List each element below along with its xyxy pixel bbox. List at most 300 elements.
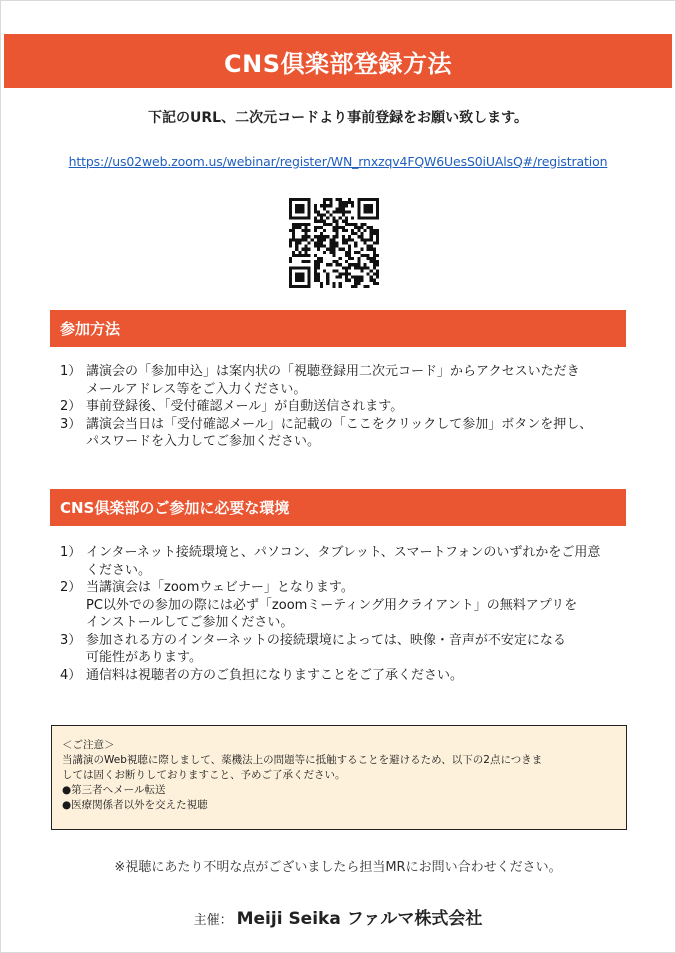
qr-module: [373, 279, 376, 282]
qr-module: [348, 235, 351, 238]
qr-module: [295, 241, 298, 244]
qr-module: [348, 257, 351, 260]
qr-module: [370, 217, 373, 220]
qr-module: [332, 217, 335, 220]
qr-module: [308, 214, 311, 217]
notice-line: 当講演のWeb視聴に際しまして、薬機法上の問題等に抵触することを避けるため、以下の2点につきま: [62, 754, 543, 766]
qr-module: [326, 210, 329, 213]
qr-module: [295, 207, 298, 210]
qr-module: [376, 241, 379, 244]
qr-module: [305, 248, 308, 251]
qr-module: [370, 229, 373, 232]
qr-module: [323, 229, 326, 232]
qr-module: [339, 248, 342, 251]
qr-module: [370, 238, 373, 241]
item-number: 1）: [60, 545, 82, 560]
qr-module: [360, 226, 363, 229]
qr-module: [357, 263, 360, 266]
qr-module: [308, 269, 311, 272]
qr-module: [363, 217, 366, 220]
qr-module: [354, 245, 357, 248]
sponsor-label: 主催：: [193, 913, 233, 928]
qr-module: [357, 282, 360, 285]
qr-module: [345, 279, 348, 282]
qr-module: [348, 263, 351, 266]
qr-module: [326, 282, 329, 285]
list-item: [60, 363, 630, 398]
qr-module: [370, 235, 373, 238]
qr-module: [354, 226, 357, 229]
qr-module: [348, 198, 351, 201]
qr-module: [332, 251, 335, 254]
qr-module: [345, 251, 348, 254]
qr-module: [373, 266, 376, 269]
qr-module: [351, 238, 354, 241]
list-item: [60, 398, 630, 416]
qr-module: [320, 285, 323, 288]
qr-module: [376, 217, 379, 220]
qr-module: [308, 201, 311, 204]
qr-module: [332, 260, 335, 263]
qr-module: [289, 272, 292, 275]
qr-module: [332, 248, 335, 251]
qr-module: [289, 241, 292, 244]
qr-module: [317, 210, 320, 213]
qr-module: [317, 272, 320, 275]
qr-module: [342, 266, 345, 269]
qr-module: [292, 251, 295, 254]
qr-module: [370, 204, 373, 207]
qr-module: [332, 254, 335, 257]
qr-module: [292, 285, 295, 288]
qr-module: [317, 245, 320, 248]
qr-module: [301, 204, 304, 207]
section-header-participation: [50, 310, 626, 347]
qr-module: [314, 266, 317, 269]
qr-module: [320, 204, 323, 207]
item-text: PC以外での参加の際には必ず「zoomミーティング用クライアント」の無料アプリを: [86, 597, 578, 613]
qr-module: [292, 226, 295, 229]
qr-module: [308, 260, 311, 263]
qr-module: [376, 229, 379, 232]
qr-module: [326, 263, 329, 266]
qr-module: [295, 226, 298, 229]
qr-module: [351, 217, 354, 220]
item-text: メールアドレス等をご入力ください。: [86, 381, 307, 397]
qr-module: [305, 223, 308, 226]
qr-module: [314, 226, 317, 229]
qr-module: [357, 214, 360, 217]
registration-link[interactable]: https://us02web.zoom.us/webinar/register/WN_rnxzqv4FQW6UesS0iUAlsQ#/registration: [68, 154, 608, 169]
qr-module: [305, 266, 308, 269]
qr-module: [363, 210, 366, 213]
qr-module: [357, 207, 360, 210]
qr-module: [336, 245, 339, 248]
title-banner: [4, 34, 672, 88]
qr-module: [292, 217, 295, 220]
qr-module: [351, 204, 354, 207]
qr-module: [342, 226, 345, 229]
qr-module: [345, 223, 348, 226]
qr-module: [367, 198, 370, 201]
qr-module: [339, 276, 342, 279]
qr-module: [323, 269, 326, 272]
qr-module: [376, 254, 379, 257]
qr-module: [298, 207, 301, 210]
qr-module: [354, 251, 357, 254]
qr-module: [360, 276, 363, 279]
qr-module: [357, 279, 360, 282]
qr-module: [323, 198, 326, 201]
qr-module: [317, 241, 320, 244]
qr-module: [305, 198, 308, 201]
qr-module: [305, 251, 308, 254]
qr-module: [376, 204, 379, 207]
item-text: インターネット接続環境と、パソコン、タブレット、スマートフォンのいずれかをご用意: [86, 545, 601, 560]
qr-module: [357, 235, 360, 238]
qr-module: [348, 210, 351, 213]
qr-module: [323, 220, 326, 223]
item-text: 講演会の「参加申込」は案内状の「視聴登録用二次元コード」からアクセスいただき: [86, 364, 580, 379]
qr-module: [320, 257, 323, 260]
qr-module: [348, 251, 351, 254]
qr-module: [289, 204, 292, 207]
qr-module: [339, 257, 342, 260]
qr-module: [289, 207, 292, 210]
qr-module: [295, 279, 298, 282]
qr-module: [301, 210, 304, 213]
qr-module: [314, 217, 317, 220]
qr-module: [357, 204, 360, 207]
qr-module: [332, 235, 335, 238]
qr-module: [376, 207, 379, 210]
qr-module: [308, 223, 311, 226]
qr-module: [363, 285, 366, 288]
qr-module: [370, 279, 373, 282]
qr-module: [329, 223, 332, 226]
qr-module: [373, 217, 376, 220]
qr-module: [317, 235, 320, 238]
qr-module: [326, 217, 329, 220]
qr-module: [301, 229, 304, 232]
qr-module: [370, 269, 373, 272]
qr-module: [357, 257, 360, 260]
qr-module: [336, 220, 339, 223]
qr-module: [332, 269, 335, 272]
qr-module: [298, 266, 301, 269]
qr-module: [298, 251, 301, 254]
section-title: CNS倶楽部のご参加に必要な環境: [60, 499, 290, 517]
qr-module: [336, 198, 339, 201]
qr-module: [320, 241, 323, 244]
qr-module: [367, 257, 370, 260]
qr-module: [363, 263, 366, 266]
qr-module: [348, 272, 351, 275]
qr-module: [308, 276, 311, 279]
qr-module: [308, 210, 311, 213]
qr-module: [351, 263, 354, 266]
qr-module: [314, 245, 317, 248]
qr-module: [320, 217, 323, 220]
qr-module: [314, 272, 317, 275]
qr-module: [289, 214, 292, 217]
qr-module: [370, 226, 373, 229]
item-text: 通信料は視聴者の方のご負担になりますことをご了承ください。: [86, 667, 464, 683]
qr-code: [289, 198, 379, 288]
qr-module: [289, 260, 292, 263]
item-text: パスワードを入力してご参加ください。: [86, 434, 321, 449]
qr-module: [298, 210, 301, 213]
qr-module: [345, 254, 348, 257]
qr-module: [342, 272, 345, 275]
qr-module: [295, 272, 298, 275]
qr-module: [351, 223, 354, 226]
list-item: [60, 544, 630, 579]
footer-note: ※視聴にあたり不明な点がございましたら担当MRにお問い合わせください。: [114, 860, 562, 875]
notice-bullet: ●第三者へメール転送: [62, 784, 166, 796]
qr-module: [376, 214, 379, 217]
qr-module: [373, 272, 376, 275]
qr-module: [376, 276, 379, 279]
qr-module: [320, 214, 323, 217]
qr-module: [354, 223, 357, 226]
qr-module: [339, 285, 342, 288]
qr-module: [342, 207, 345, 210]
qr-module: [376, 238, 379, 241]
qr-module: [357, 217, 360, 220]
qr-module: [348, 248, 351, 251]
qr-module: [336, 232, 339, 235]
qr-module: [360, 198, 363, 201]
item-number: 2）: [60, 580, 82, 595]
qr-module: [305, 232, 308, 235]
qr-module: [295, 285, 298, 288]
qr-module: [363, 204, 366, 207]
qr-module: [292, 223, 295, 226]
qr-module: [320, 282, 323, 285]
qr-module: [339, 204, 342, 207]
qr-module: [332, 285, 335, 288]
qr-module: [323, 251, 326, 254]
qr-module: [367, 272, 370, 275]
qr-module: [326, 248, 329, 251]
qr-module: [336, 276, 339, 279]
qr-module: [320, 238, 323, 241]
qr-module: [373, 254, 376, 257]
qr-module: [357, 251, 360, 254]
qr-module: [345, 238, 348, 241]
qr-module: [342, 248, 345, 251]
qr-module: [360, 266, 363, 269]
qr-module: [323, 238, 326, 241]
qr-module: [314, 210, 317, 213]
qr-module: [298, 272, 301, 275]
list-item: [60, 632, 630, 667]
qr-module: [376, 282, 379, 285]
qr-module: [370, 260, 373, 263]
qr-module: [367, 254, 370, 257]
qr-module: [295, 276, 298, 279]
qr-module: [301, 235, 304, 238]
qr-module: [301, 207, 304, 210]
qr-module: [323, 235, 326, 238]
qr-module: [345, 241, 348, 244]
qr-module: [345, 220, 348, 223]
qr-module: [351, 257, 354, 260]
qr-module: [370, 198, 373, 201]
qr-module: [336, 263, 339, 266]
qr-module: [314, 263, 317, 266]
sponsor-line: [0, 904, 676, 929]
qr-module: [336, 260, 339, 263]
qr-module: [351, 201, 354, 204]
qr-module: [339, 263, 342, 266]
qr-module: [360, 248, 363, 251]
intro-text: 下記のURL、二次元コードより事前登録をお願い致します。: [148, 110, 528, 126]
qr-module: [289, 217, 292, 220]
qr-module: [367, 285, 370, 288]
qr-module: [363, 266, 366, 269]
qr-module: [292, 235, 295, 238]
item-number: 3）: [60, 632, 82, 648]
qr-module: [373, 257, 376, 260]
qr-module: [345, 217, 348, 220]
qr-module: [370, 207, 373, 210]
qr-module: [354, 276, 357, 279]
qr-module: [336, 235, 339, 238]
qr-module: [320, 235, 323, 238]
qr-module: [317, 257, 320, 260]
qr-module: [289, 276, 292, 279]
qr-module: [373, 198, 376, 201]
qr-module: [298, 226, 301, 229]
environment-list: [60, 544, 630, 684]
qr-module: [339, 226, 342, 229]
item-text: 事前登録後、「受付確認メール」が自動送信されます。: [86, 399, 404, 414]
qr-module: [348, 201, 351, 204]
qr-module: [354, 266, 357, 269]
qr-module: [301, 198, 304, 201]
qr-module: [363, 207, 366, 210]
qr-module: [348, 254, 351, 257]
qr-module: [376, 263, 379, 266]
qr-module: [289, 269, 292, 272]
qr-module: [317, 266, 320, 269]
qr-module: [342, 241, 345, 244]
qr-module: [336, 207, 339, 210]
qr-module: [329, 238, 332, 241]
item-text: 参加される方のインターネットの接続環境によっては、映像・音声が不安定になる: [86, 632, 566, 648]
qr-module: [298, 238, 301, 241]
notice-bullet: ●医療関係者以外を交えた視聴: [62, 799, 208, 811]
qr-module: [323, 204, 326, 207]
qr-module: [363, 241, 366, 244]
qr-module: [332, 220, 335, 223]
qr-module: [298, 254, 301, 257]
qr-module: [345, 210, 348, 213]
qr-module: [351, 229, 354, 232]
qr-module: [289, 201, 292, 204]
qr-module: [317, 226, 320, 229]
qr-module: [305, 245, 308, 248]
qr-module: [317, 214, 320, 217]
list-item: [60, 416, 630, 451]
notice-line: しては固くお断りしておりますこと、予めご了承ください。: [62, 769, 346, 781]
qr-module: [354, 241, 357, 244]
qr-module: [314, 229, 317, 232]
qr-module: [357, 266, 360, 269]
qr-module: [351, 276, 354, 279]
qr-module: [360, 269, 363, 272]
qr-module: [367, 226, 370, 229]
qr-module: [329, 263, 332, 266]
qr-module: [373, 251, 376, 254]
section-header-environment: [50, 489, 626, 526]
qr-module: [360, 235, 363, 238]
qr-module: [376, 198, 379, 201]
qr-module: [317, 220, 320, 223]
qr-module: [308, 198, 311, 201]
qr-module: [323, 207, 326, 210]
qr-module: [367, 207, 370, 210]
qr-module: [326, 276, 329, 279]
qr-module: [360, 254, 363, 257]
qr-module: [370, 276, 373, 279]
qr-module: [308, 204, 311, 207]
qr-module: [357, 201, 360, 204]
qr-module: [289, 238, 292, 241]
qr-module: [301, 217, 304, 220]
qr-module: [367, 217, 370, 220]
qr-module: [301, 272, 304, 275]
qr-module: [336, 226, 339, 229]
qr-module: [326, 223, 329, 226]
qr-module: [370, 248, 373, 251]
qr-module: [326, 235, 329, 238]
qr-module: [342, 201, 345, 204]
qr-module: [320, 220, 323, 223]
qr-module: [363, 254, 366, 257]
list-item: [60, 579, 630, 632]
qr-module: [292, 232, 295, 235]
item-text: 可能性があります。: [86, 650, 202, 665]
qr-module: [357, 260, 360, 263]
qr-module: [332, 245, 335, 248]
qr-module: [354, 232, 357, 235]
qr-module: [360, 223, 363, 226]
qr-module: [351, 285, 354, 288]
qr-module: [332, 241, 335, 244]
qr-module: [298, 276, 301, 279]
qr-module: [367, 238, 370, 241]
qr-module: [295, 204, 298, 207]
qr-module: [345, 201, 348, 204]
qr-module: [345, 266, 348, 269]
qr-module: [373, 260, 376, 263]
qr-module: [320, 232, 323, 235]
qr-module: [298, 223, 301, 226]
qr-module: [339, 210, 342, 213]
qr-module: [289, 279, 292, 282]
qr-module: [305, 226, 308, 229]
qr-module: [295, 238, 298, 241]
page-title: CNS倶楽部登録方法: [224, 49, 452, 78]
qr-module: [292, 238, 295, 241]
qr-module: [308, 217, 311, 220]
qr-module: [332, 282, 335, 285]
qr-module: [367, 210, 370, 213]
item-number: 1）: [60, 364, 82, 379]
